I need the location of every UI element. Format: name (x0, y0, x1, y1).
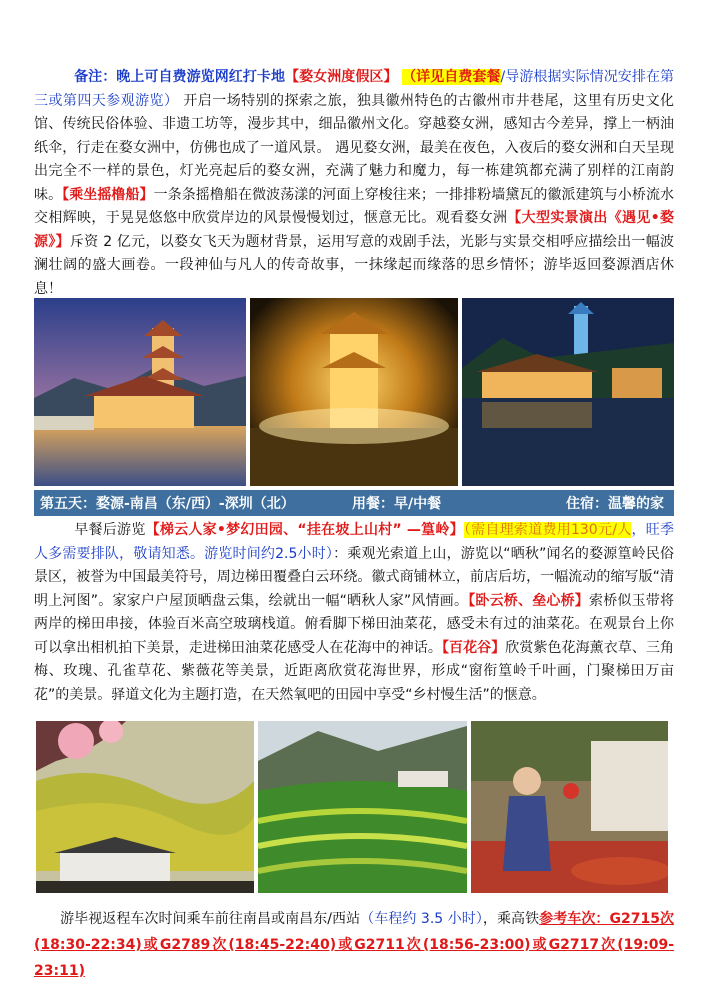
photo-pagoda-lake (34, 298, 246, 486)
show-attraction: 【大型实景演出《遇见•婺源》】 (34, 210, 675, 250)
cable-fee: （需自理索道费用130元/人 (463, 522, 632, 538)
note-label: 备注：晚上可自费游览网红打卡地 (74, 69, 286, 85)
day5-title: 第五天：婺源-南昌（东/西）-深圳（北） (40, 496, 295, 512)
night-paragraph-3: 斥资 2 亿元，以婺女飞天为题材背景，运用写意的戏剧手法，光影与实景交相呼应描绘出一幅波澜壮阔的盛大画卷。一段神仙与凡人的传奇故事，一抹缘起而缘落的思乡情怀；游毕返回婺源酒店休息！ (34, 233, 675, 297)
day5-header (34, 490, 674, 516)
morning-intro: 早餐后游览 (74, 522, 146, 538)
photo-night-village (462, 298, 674, 486)
guide-note: /导游根据实际情况安排在第三或第四天参观游览） (34, 69, 675, 109)
photo-golden-pavilion (250, 298, 458, 486)
night-paragraph-1: 开启一场特别的探索之旅，独具徽州特色的古徽州市井巷尾，这里有历史文化馆、传统民俗体验、非遗工坊等，漫步其中，细品徽州文化。穿越婺女洲，感知古今差异，撑上一柄油纸伞，行走在婺女洲中，仿佛也成了一道风景。 遇见婺女洲，最美在夜色，入夜后的婺女洲和白天呈现出完全不一样的景色，灯光亮起后的婺女洲，充满了魅力和魔力，每一栋建筑都充满了别样的江南韵味。 (34, 92, 675, 203)
morning-paragraph-3: 欣赏紫色花海薰衣草、三角梅、玫瑰、孔雀草花、紫薇花等美景，近距离欣赏花海世界，形成“窗衔篁岭千叶画，门聚梯田万亩花”的美景。驿道文化为主题打造，在天然氧吧的田园中享受“乡村慢生活”的惬意。 (34, 639, 675, 703)
night-paragraph-2: 一条条摇橹船在微波荡漾的河面上穿梭往来；一排排粉墙黛瓦的徽派建筑与小桥流水交相辉映，于晃晃悠悠中欣赏岸边的风景慢慢划过，惬意无比。观看婺女洲 (34, 186, 675, 226)
return-paragraph-2: ，乘高铁 (482, 911, 540, 927)
fee-note: ，旺季人多需要排队，敬请知悉。游览时间约2.5小时） (34, 522, 675, 562)
attraction-wunvzhou: 【婺女洲度假区】 (285, 69, 398, 85)
return-duration: （车程约 3.5 小时） (360, 911, 483, 927)
day5-meals: 用餐：早/中餐 (352, 496, 442, 512)
morning-paragraph-1: ：乘观光索道上山，游览以“晒秋”闻名的婺源篁岭民俗景区，被誉为中国最美符号，周边梯田覆叠白云环绕。徽式商铺林立，前店后坊，一幅流动的缩写版“清明上河图”。家家户户屋顶晒盘云集，绘就出一幅“晒秋人家”风情画。 (34, 545, 674, 609)
day5-stay: 住宿：温馨的家 (566, 496, 664, 512)
huangling-attraction: 【梯云人家•梦幻田园、“挂在坡上山村” —篁岭】 (145, 522, 464, 538)
selfpay-highlight: （详见自费套餐 (402, 69, 501, 85)
photo-row-2 (36, 721, 668, 893)
morning-paragraph-2: 索桥似玉带将两岸的梯田串接，体验百米高空玻璃栈道。俯看脚下梯田油菜花，感受未有过的油菜花。在观景台上你可以拿出相机拍下美景，走进梯田油菜花感受人在花海中的神话。 (34, 592, 675, 656)
bridge-attraction: 【卧云桥、垒心桥】 (468, 592, 589, 609)
return-paragraph-1: 游毕视返程车次时间乘车前往南昌或南昌东/西站 (60, 911, 361, 927)
train-schedule: 参考车次：G2715次(18:30-22:34)或G2789次(18:45-22:40)或G2711次(18:56-23:00)或G2717次(19:09-23:11) (34, 911, 675, 979)
morning-section (34, 519, 674, 707)
valley-attraction: 【百花谷】 (441, 639, 506, 656)
boat-attraction: 【乘坐摇橹船】 (62, 186, 154, 203)
photo-woman-chili (471, 721, 668, 893)
return-section (34, 906, 674, 984)
photo-row-1 (34, 298, 674, 486)
night-section (34, 66, 674, 301)
photo-green-terraces (258, 721, 467, 893)
photo-terraced-blossom (36, 721, 254, 893)
